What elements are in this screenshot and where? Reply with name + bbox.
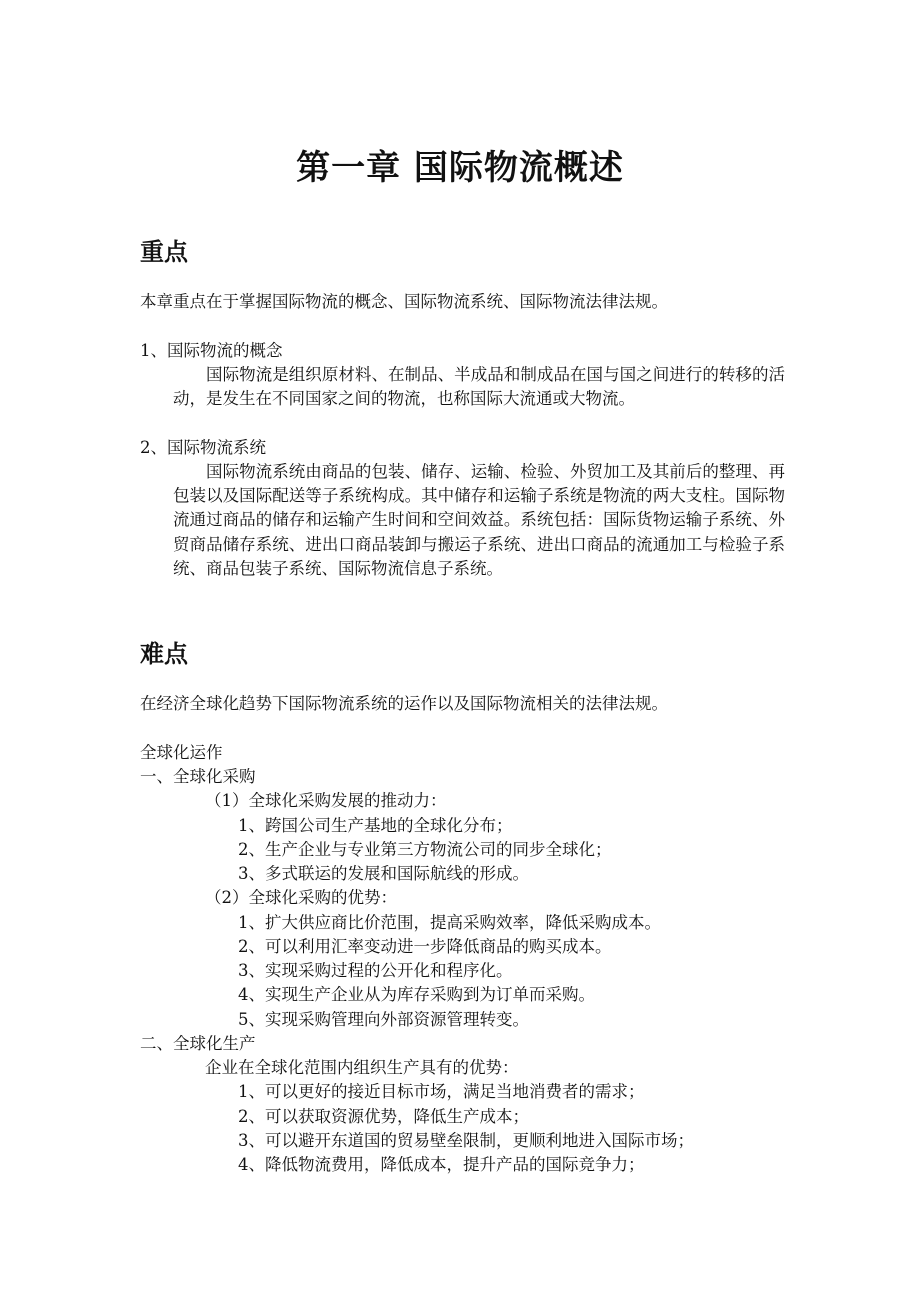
focus-item-1-label: 1、国际物流的概念 [140, 341, 283, 360]
list-item: 3、可以避开东道国的贸易壁垒限制，更顺利地进入国际市场； [238, 1131, 694, 1150]
difficulty-summary: 在经济全球化趋势下国际物流系统的运作以及国际物流相关的法律法规。 [140, 694, 668, 713]
section-1-sub-2-label: （2）全球化采购的优势： [205, 888, 397, 907]
list-item: 4、降低物流费用，降低成本，提升产品的国际竞争力； [238, 1155, 645, 1174]
list-item: 3、实现采购过程的公开化和程序化。 [238, 961, 513, 980]
section-1-label: 一、全球化采购 [140, 767, 256, 786]
list-item: 5、实现采购管理向外部资源管理转变。 [238, 1010, 529, 1029]
list-item: 3、多式联运的发展和国际航线的形成。 [238, 864, 529, 883]
list-item: 1、可以更好的接近目标市场，满足当地消费者的需求； [238, 1082, 645, 1101]
list-item: 1、跨国公司生产基地的全球化分布； [238, 816, 513, 835]
focus-item-2-label: 2、国际物流系统 [140, 438, 266, 457]
section-1-sub-1-label: （1）全球化采购发展的推动力： [205, 791, 447, 810]
list-item: 2、生产企业与专业第三方物流公司的同步全球化； [238, 840, 612, 859]
focus-heading: 重点 [140, 237, 188, 266]
focus-item-2-text [173, 460, 785, 581]
list-item: 2、可以利用汇率变动进一步降低商品的购买成本。 [238, 937, 612, 956]
chapter-title: 第一章 国际物流概述 [296, 148, 624, 188]
list-item: 2、可以获取资源优势，降低生产成本； [238, 1107, 529, 1126]
list-item: 1、扩大供应商比价范围，提高采购效率，降低采购成本。 [238, 913, 661, 932]
focus-item-1-text [173, 363, 785, 411]
difficulty-heading: 难点 [140, 639, 188, 668]
focus-item-2-body: 国际物流系统由商品的包装、储存、运输、检验、外贸加工及其前后的整理、再包装以及国际配送等子系统构成。其中储存和运输子系统是物流的两大支柱。国际物流通过商品的储存和运输产生时间和空间效益。系统包括：国际货物运输子系统、外贸商品储存系统、进出口商品装卸与搬运子系统、进出口商品的流通加工与检验子系统、商品包装子系统、国际物流信息子系统。 [173, 462, 785, 578]
focus-summary: 本章重点在于掌握国际物流的概念、国际物流系统、国际物流法律法规。 [140, 292, 668, 311]
globalization-heading: 全球化运作 [140, 743, 223, 762]
section-2-intro: 企业在全球化范围内组织生产具有的优势： [205, 1058, 519, 1077]
section-2-label: 二、全球化生产 [140, 1034, 256, 1053]
list-item: 4、实现生产企业从为库存采购到为订单而采购。 [238, 985, 595, 1004]
focus-item-1-body: 国际物流是组织原材料、在制品、半成品和制成品在国与国之间进行的转移的活动，是发生在不同国家之间的物流，也称国际大流通或大物流。 [173, 365, 785, 409]
